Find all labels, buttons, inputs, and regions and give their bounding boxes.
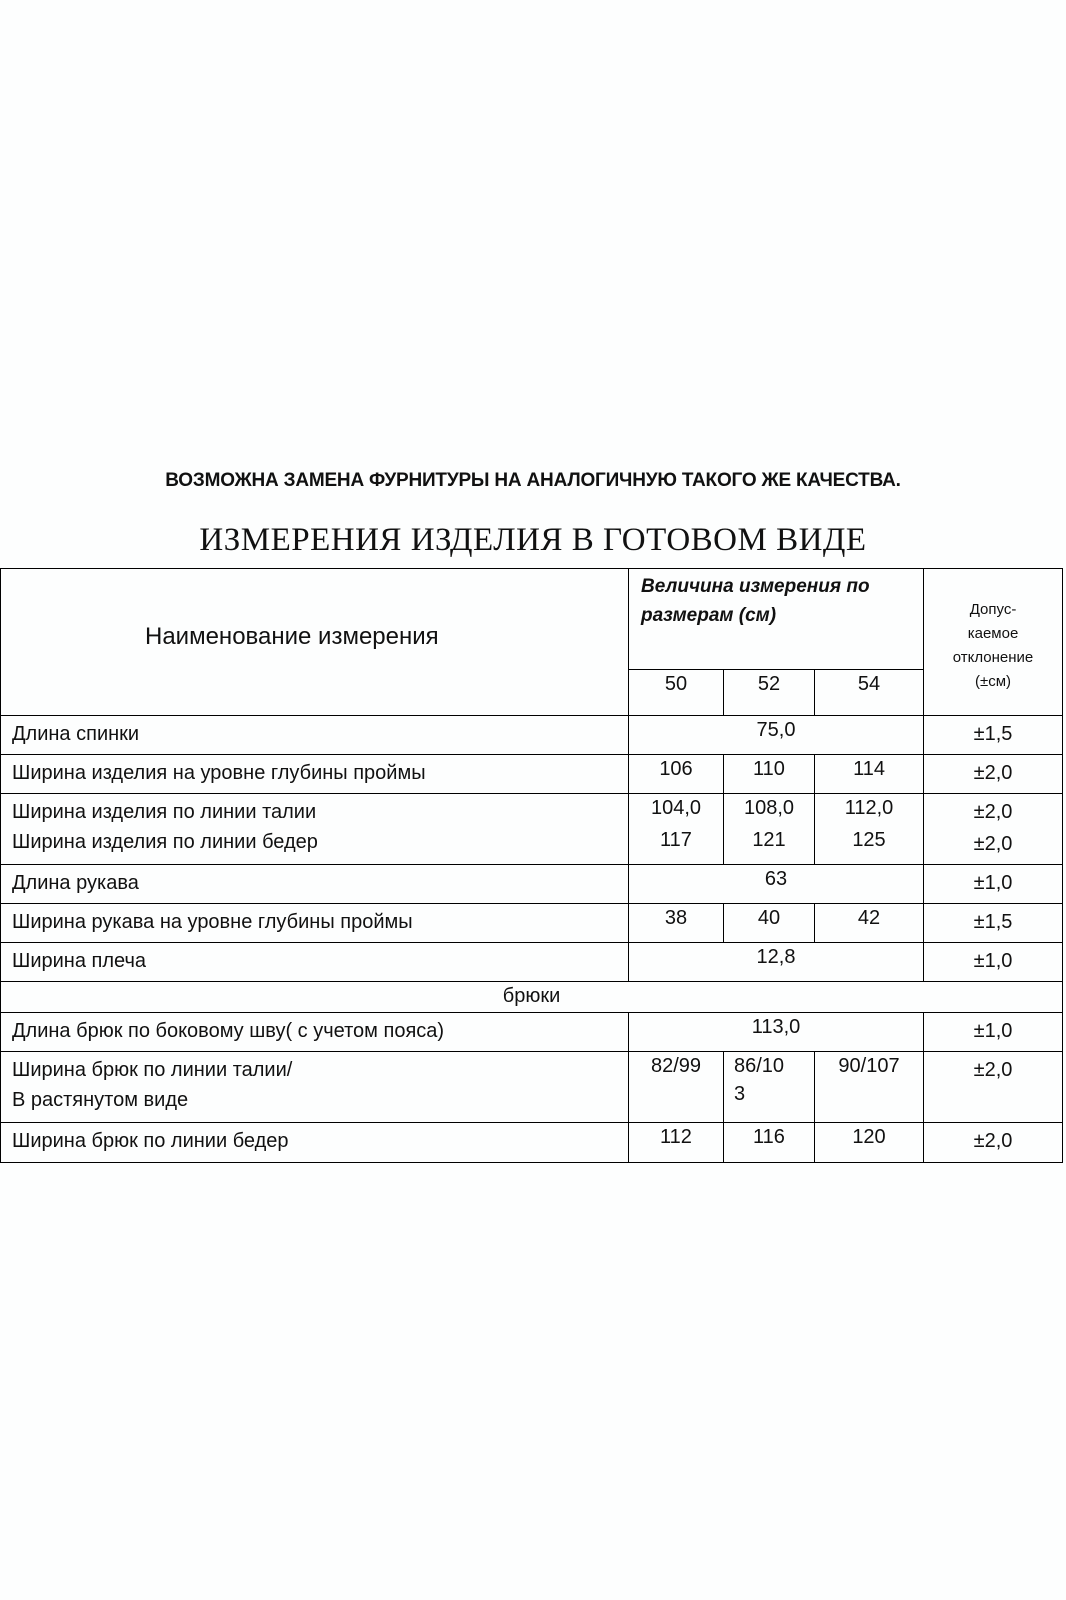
row-value: 106 <box>629 755 724 794</box>
row-name: Длина рукава <box>1 865 629 904</box>
size-54: 54 <box>815 670 924 716</box>
row-name: Ширина изделия на уровне глубины проймы <box>1 755 629 794</box>
row-value-line: 117 <box>660 829 692 851</box>
row-name-line: Ширина изделия по линии бедер <box>12 831 318 853</box>
table-row <box>1 904 1063 943</box>
measurements-table <box>0 568 1063 1163</box>
row-value-line: 86/10 <box>734 1055 785 1077</box>
row-tolerance: ±1,5 <box>924 716 1063 755</box>
row-value: 40 <box>724 904 815 943</box>
header-values-line2: размерам (см) <box>641 604 777 626</box>
size-50: 50 <box>629 670 724 716</box>
row-tolerance-line: ±2,0 <box>973 833 1013 855</box>
table-header-row <box>1 569 1063 670</box>
row-common-value: 75,0 <box>629 716 924 755</box>
row-value-line: 108,0 <box>743 797 795 819</box>
hardware-notice: ВОЗМОЖНА ЗАМЕНА ФУРНИТУРЫ НА АНАЛОГИЧНУЮ ТАКОГО ЖЕ КАЧЕСТВА. <box>165 470 901 491</box>
row-value: 38 <box>629 904 724 943</box>
row-name: Длина спинки <box>1 716 629 755</box>
header-tolerance-line: каемое <box>967 625 1019 642</box>
row-value: 114 <box>815 755 924 794</box>
row-value-line: 121 <box>752 829 786 851</box>
row-value <box>815 794 924 865</box>
row-value: 110 <box>724 755 815 794</box>
table-row <box>1 1123 1063 1163</box>
header-name: Наименование измерения <box>1 569 629 716</box>
row-name-line: Ширина изделия по линии талии <box>12 801 317 823</box>
row-tolerance-line: ±2,0 <box>973 801 1013 823</box>
row-tolerance: ±2,0 <box>924 755 1063 794</box>
row-value: 82/99 <box>629 1052 724 1123</box>
row-value-line: 112,0 <box>844 797 894 819</box>
header-values <box>629 569 924 670</box>
header-tolerance-line: (±см) <box>974 673 1012 690</box>
row-name <box>1 1052 629 1123</box>
table-row <box>1 755 1063 794</box>
row-tolerance: ±1,0 <box>924 943 1063 982</box>
row-value: 116 <box>724 1123 815 1163</box>
row-name <box>1 794 629 865</box>
header-tolerance-line: Допус- <box>969 601 1017 618</box>
row-tolerance: ±1,0 <box>924 1013 1063 1052</box>
row-value: 112 <box>629 1123 724 1163</box>
row-value <box>724 1052 815 1123</box>
section-row <box>1 982 1063 1013</box>
table-row <box>1 943 1063 982</box>
header-tolerance-line: отклонение <box>952 649 1034 666</box>
row-tolerance: ±2,0 <box>924 1052 1063 1123</box>
row-name-line: Ширина брюк по линии талии/ <box>12 1059 293 1081</box>
row-value: 120 <box>815 1123 924 1163</box>
row-tolerance: ±1,0 <box>924 865 1063 904</box>
row-value-line: 125 <box>852 829 886 851</box>
row-value-line: 104,0 <box>650 797 702 819</box>
size-52: 52 <box>724 670 815 716</box>
table-row <box>1 1052 1063 1123</box>
row-value: 90/107 <box>815 1052 924 1123</box>
row-common-value: 63 <box>629 865 924 904</box>
row-tolerance: ±2,0 <box>924 1123 1063 1163</box>
row-name: Длина брюк по боковому шву( с учетом пояса) <box>1 1013 629 1052</box>
table-row <box>1 716 1063 755</box>
header-values-line1: Величина измерения по <box>641 576 870 597</box>
row-common-value: 12,8 <box>629 943 924 982</box>
row-value: 42 <box>815 904 924 943</box>
row-name: Ширина рукава на уровне глубины проймы <box>1 904 629 943</box>
header-tolerance <box>924 569 1063 716</box>
table-row <box>1 794 1063 865</box>
row-name: Ширина плеча <box>1 943 629 982</box>
row-value <box>724 794 815 865</box>
row-value <box>629 794 724 865</box>
row-common-value: 113,0 <box>629 1013 924 1052</box>
row-name-line: В растянутом виде <box>12 1089 189 1111</box>
section-label: брюки <box>1 982 1063 1013</box>
row-tolerance: ±1,5 <box>924 904 1063 943</box>
table-row <box>1 865 1063 904</box>
page-title: ИЗМЕРЕНИЯ ИЗДЕЛИЯ В ГОТОВОМ ВИДЕ <box>199 522 867 558</box>
table-row <box>1 1013 1063 1052</box>
row-name: Ширина брюк по линии бедер <box>1 1123 629 1163</box>
row-value-line: 3 <box>734 1083 746 1105</box>
row-tolerance <box>924 794 1063 865</box>
